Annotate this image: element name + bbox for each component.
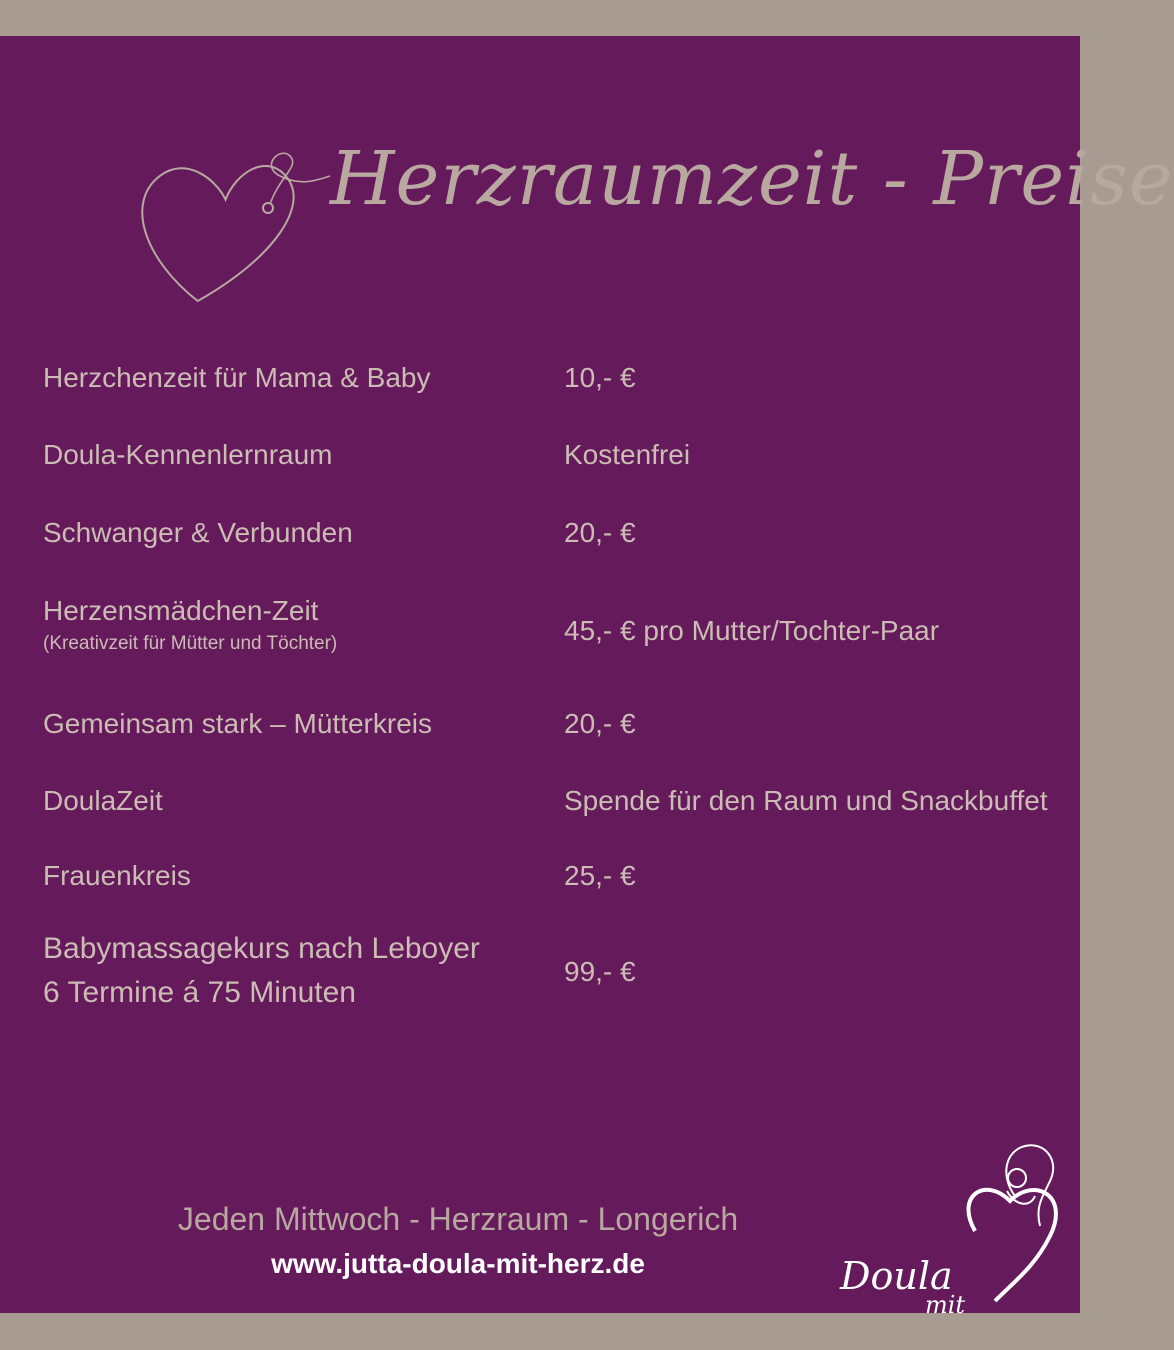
logo-word-mit: mit [925, 1291, 966, 1319]
item-label: Herzchenzeit für Mama & Baby [43, 362, 431, 393]
item-label: DoulaZeit [43, 785, 163, 816]
item-price: 99,- € [564, 956, 636, 987]
footer-website-link[interactable]: www.jutta-doula-mit-herz.de [271, 1248, 645, 1279]
item-label: Gemeinsam stark – Mütterkreis [43, 708, 432, 739]
doula-logo [835, 1136, 1070, 1336]
title-area [0, 36, 1174, 356]
price-panel [0, 36, 1174, 1319]
item-price: 45,- € pro Mutter/Tochter-Paar [564, 615, 940, 646]
logo-word-doula: Doula [840, 1254, 953, 1298]
item-price: Kostenfrei [564, 439, 691, 470]
item-price: 20,- € [564, 517, 636, 548]
footer-schedule: Jeden Mittwoch - Herzraum - Longerich [177, 1201, 739, 1237]
item-label: Schwanger & Verbunden [43, 517, 353, 548]
item-label: Herzensmädchen-Zeit [43, 595, 319, 626]
item-label: Frauenkreis [43, 860, 191, 891]
item-price: 25,- € [564, 860, 636, 891]
item-price: Spende für den Raum und Snackbuffet [564, 785, 1048, 816]
page-title: Herzraumzeit - Preise [330, 136, 1174, 222]
item-price: 10,- € [564, 362, 636, 393]
item-sublabel: 6 Termine á 75 Minuten [43, 976, 356, 1009]
item-label: Doula-Kennenlernraum [43, 439, 333, 470]
item-sublabel: (Kreativzeit für Mütter und Töchter) [43, 633, 338, 654]
item-price: 20,- € [564, 708, 636, 739]
item-label: Babymassagekurs nach Leboyer [43, 932, 480, 965]
